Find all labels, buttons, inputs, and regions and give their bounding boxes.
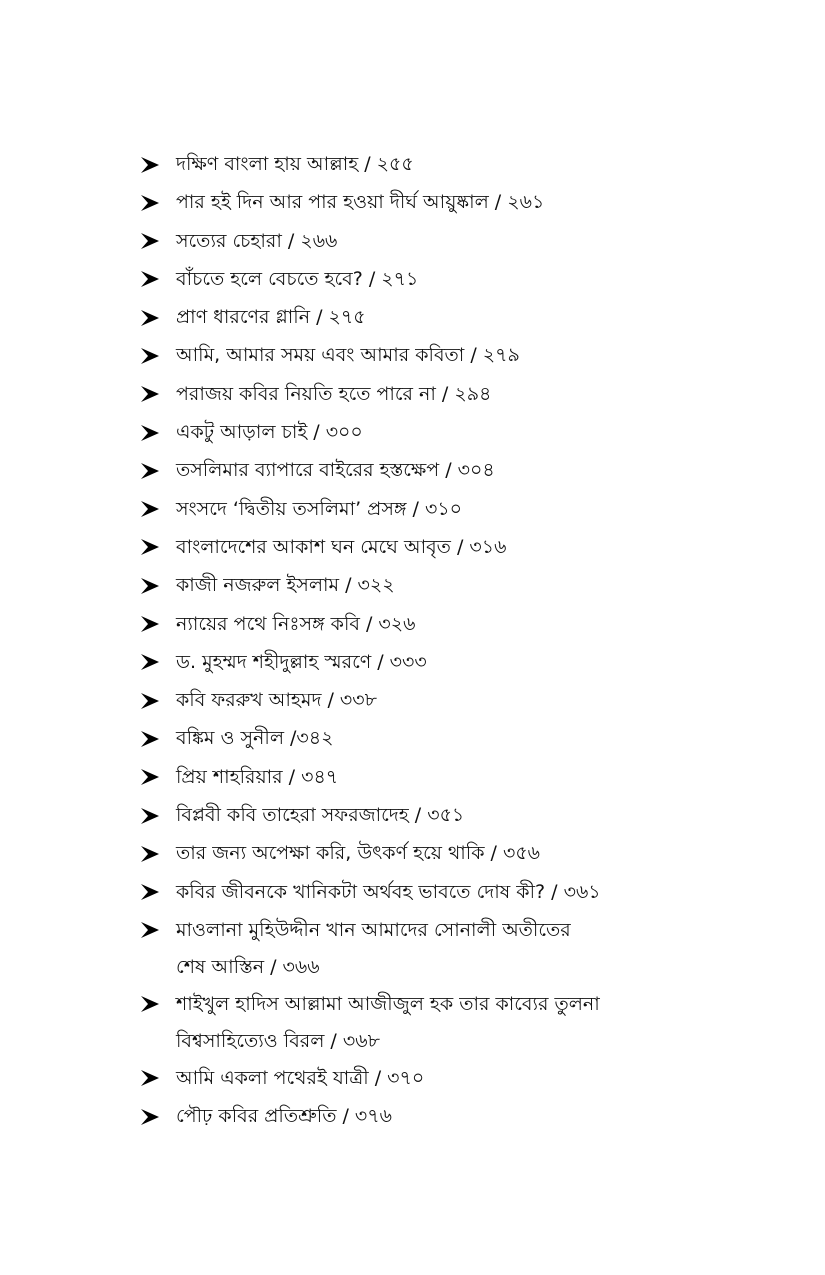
list-item [140,682,780,719]
arrowhead-bullet-icon [140,1060,176,1097]
list-item [140,644,780,681]
list-item [140,261,780,298]
entry-text: কবি ফররুখ আহমদ / ৩৩৮ [176,689,377,712]
entry-text: কাজী নজরুল ইসলাম / ৩২২ [176,574,395,597]
entry-text: সত্যের চেহারা / ২৬৬ [176,229,338,252]
arrowhead-bullet-icon [140,491,176,528]
arrowhead-bullet-icon [140,146,176,183]
arrowhead-bullet-icon [140,682,176,719]
arrowhead-bullet-icon [140,912,176,949]
list-item [140,797,780,834]
entry-text: দক্ষিণ বাংলা হায় আল্লাহ / ২৫৫ [176,153,414,175]
entry-text: ন্যায়ের পথে নিঃসঙ্গ কবি / ৩২৬ [176,612,416,635]
entry-text: ড. মুহম্মদ শহীদুল্লাহ স্মরণে / ৩৩৩ [176,650,427,673]
list-item [140,491,780,528]
arrowhead-bullet-icon [140,835,176,872]
arrowhead-bullet-icon [140,567,176,604]
list-item [140,184,780,221]
arrowhead-bullet-icon [140,759,176,796]
list-item [140,720,780,757]
entry-text: আমি একলা পথেরই যাত্রী / ৩৭০ [176,1066,425,1089]
entry-text: কবির জীবনকে খানিকটা অর্থবহ ভাবতে দোষ কী? / ৩৬১ [176,880,601,903]
entry-text: তার জন্য অপেক্ষা করি, উৎকর্ণ হয়ে থাকি / ৩৫৬ [176,842,541,865]
entry-text: সংসদে ‘দ্বিতীয় তসলিমা’ প্রসঙ্গ / ৩১০ [176,497,463,520]
list-item [140,567,780,604]
entry-text: প্রাণ ধারণের গ্লানি / ২৭৫ [176,306,366,329]
arrowhead-bullet-icon [140,1098,176,1135]
entry-text: পার হই দিন আর পার হওয়া দীর্ঘ আয়ুষ্কাল / ২৬১ [176,191,545,214]
entry-text: প্রিয় শাহরিয়ার / ৩৪৭ [176,765,339,788]
list-item [140,414,780,451]
arrowhead-bullet-icon [140,874,176,911]
list-item [140,299,780,336]
list-item [140,1060,780,1097]
list-item [140,376,780,413]
list-item [140,986,780,1060]
entry-text: শাইখুল হাদিস আল্লামা আজীজুল হক তার কাব্যের তুলনা বিশ্বসাহিত্যেও বিরল / ৩৬৮ [176,992,600,1052]
entry-text: বিপ্লবী কবি তাহেরা সফরজাদেহ / ৩৫১ [176,804,465,827]
arrowhead-bullet-icon [140,223,176,260]
arrowhead-bullet-icon [140,986,176,1023]
arrowhead-bullet-icon [140,452,176,489]
arrowhead-bullet-icon [140,376,176,413]
arrowhead-bullet-icon [140,797,176,834]
list-item [140,759,780,796]
arrowhead-bullet-icon [140,299,176,336]
list-item [140,337,780,374]
entry-text: পরাজয় কবির নিয়তি হতে পারে না / ২৯৪ [176,382,492,405]
arrowhead-bullet-icon [140,720,176,757]
list-item [140,529,780,566]
entry-text: তসলিমার ব্যাপারে বাইরের হস্তক্ষেপ / ৩০৪ [176,459,495,482]
arrowhead-bullet-icon [140,337,176,374]
list-item [140,912,780,986]
entry-text: মাওলানা মুহিউদ্দীন খান আমাদের সোনালী অতীতের শেষ আস্তিন / ৩৬৬ [176,918,571,978]
list-item [140,452,780,489]
table-of-contents [140,146,780,1137]
entry-text: বাঁচতে হলে বেচতে হবে? / ২৭১ [176,267,419,290]
list-item [140,874,780,911]
arrowhead-bullet-icon [140,414,176,451]
arrowhead-bullet-icon [140,644,176,681]
entry-text: আমি, আমার সময় এবং আমার কবিতা / ২৭৯ [176,344,520,367]
list-item [140,835,780,872]
arrowhead-bullet-icon [140,184,176,221]
list-item [140,1098,780,1135]
list-item [140,606,780,643]
list-item [140,146,780,183]
entry-text: বাংলাদেশের আকাশ ঘন মেঘে আবৃত / ৩১৬ [176,535,507,558]
list-item [140,223,780,260]
entry-text: একটু আড়াল চাই / ৩০০ [176,421,363,444]
arrowhead-bullet-icon [140,261,176,298]
entry-text: বঙ্কিম ও সুনীল /৩৪২ [176,727,334,750]
arrowhead-bullet-icon [140,529,176,566]
arrowhead-bullet-icon [140,606,176,643]
entry-text: পৌঢ় কবির প্রতিশ্রুতি / ৩৭৬ [176,1105,392,1128]
